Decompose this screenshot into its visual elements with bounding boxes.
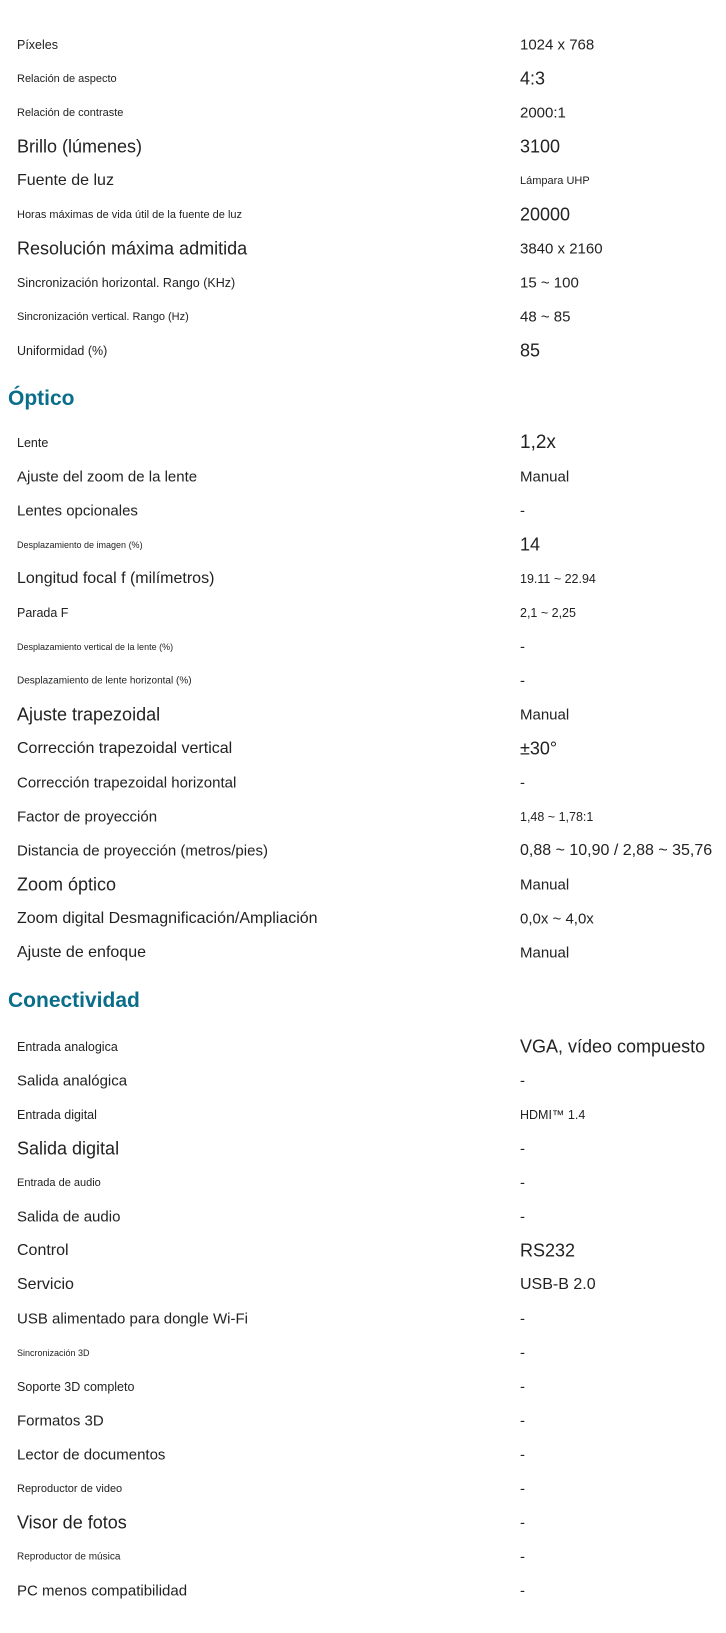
spec-row-horizontal-lens-shift (0, 664, 726, 698)
spec-label: Zoom digital Desmagnificación/Ampliación (17, 910, 318, 927)
spec-value: - (520, 774, 525, 792)
spec-row-analog-output (0, 1064, 726, 1098)
spec-value: 0,88 ~ 10,90 / 2,88 ~ 35,76 (520, 842, 713, 859)
spec-label: Salida analógica (17, 1072, 128, 1090)
spec-label: Parada F (17, 606, 69, 620)
spec-row-full-3d-support (0, 1370, 726, 1404)
spec-label: Servicio (17, 1276, 74, 1293)
spec-row-document-reader (0, 1438, 726, 1472)
spec-row-optional-lenses (0, 494, 726, 528)
spec-row-control (0, 1234, 726, 1268)
spec-label: Píxeles (17, 38, 58, 52)
spec-value: - (520, 1174, 525, 1192)
spec-row-usb-powered-wifi (0, 1302, 726, 1336)
spec-row-f-stop (0, 596, 726, 630)
spec-label: Entrada digital (17, 1108, 97, 1122)
spec-label: Fuente de luz (17, 172, 114, 189)
spec-row-digital-input (0, 1098, 726, 1132)
section-heading-optico: Óptico (8, 387, 75, 410)
spec-row-horizontal-keystone (0, 766, 726, 800)
spec-label: Desplazamiento vertical de la lente (%) (17, 642, 174, 652)
spec-row-h-sync (0, 266, 726, 300)
spec-value: USB-B 2.0 (520, 1276, 596, 1293)
spec-value: - (520, 1548, 525, 1566)
spec-value: ±30° (520, 738, 558, 759)
spec-row-audio-output (0, 1200, 726, 1234)
spec-value: - (520, 638, 525, 656)
spec-label: Brillo (lúmenes) (17, 136, 143, 157)
spec-label: Salida digital (17, 1138, 120, 1159)
spec-row-throw-ratio (0, 800, 726, 834)
spec-value: VGA, vídeo compuesto (520, 1036, 706, 1057)
spec-label: USB alimentado para dongle Wi-Fi (17, 1310, 248, 1328)
spec-label: Ajuste trapezoidal (17, 704, 161, 725)
spec-row-3d-formats (0, 1404, 726, 1438)
spec-label: Lente (17, 436, 49, 450)
spec-row-video-player (0, 1472, 726, 1506)
section-heading-conectividad: Conectividad (8, 989, 140, 1012)
spec-value: - (520, 1514, 525, 1532)
spec-label: Ajuste del zoom de la lente (17, 468, 198, 486)
spec-row-image-shift (0, 528, 726, 562)
spec-label: Lector de documentos (17, 1446, 166, 1464)
spec-value: 15 ~ 100 (520, 274, 579, 292)
spec-label: Control (17, 1242, 69, 1259)
spec-value: HDMI™ 1.4 (520, 1108, 586, 1122)
spec-row-optical-zoom (0, 868, 726, 902)
spec-row-3d-sync (0, 1336, 726, 1370)
spec-value: Manual (520, 944, 570, 962)
spec-label: Ajuste de enfoque (17, 944, 146, 961)
spec-value: 4:3 (520, 68, 546, 89)
spec-value: - (520, 1072, 525, 1090)
spec-value: 20000 (520, 204, 571, 225)
spec-value: - (520, 1446, 525, 1464)
spec-label: Relación de aspecto (17, 73, 117, 85)
spec-label: Corrección trapezoidal vertical (17, 740, 233, 757)
spec-value: - (520, 672, 525, 690)
spec-label: Formatos 3D (17, 1412, 104, 1430)
spec-label: Corrección trapezoidal horizontal (17, 774, 237, 792)
spec-value: - (520, 1582, 525, 1600)
spec-row-light-source (0, 164, 726, 198)
spec-label: Sincronización 3D (17, 1348, 90, 1358)
spec-value: 2000:1 (520, 104, 566, 122)
spec-label: Zoom óptico (17, 874, 117, 895)
spec-value: - (520, 1378, 525, 1396)
spec-value: 1,2x (520, 432, 556, 453)
spec-value: Lámpara UHP (520, 175, 590, 187)
spec-label: Desplazamiento de imagen (%) (17, 540, 143, 550)
spec-value: - (520, 1480, 525, 1498)
spec-label: Entrada de audio (17, 1177, 101, 1189)
spec-label: Uniformidad (%) (17, 344, 108, 358)
spec-label: Lentes opcionales (17, 502, 138, 520)
spec-row-keystone-adjust (0, 698, 726, 732)
spec-row-vertical-lens-shift (0, 630, 726, 664)
spec-value: 0,0x ~ 4,0x (520, 910, 594, 928)
spec-row-lens (0, 426, 726, 460)
spec-value: - (520, 1344, 525, 1362)
spec-value: Manual (520, 468, 570, 486)
spec-label: Reproductor de música (17, 1551, 121, 1563)
spec-label: Desplazamiento de lente horizontal (%) (17, 675, 192, 687)
spec-label: Factor de proyección (17, 808, 158, 826)
spec-row-contrast-ratio (0, 96, 726, 130)
spec-value: - (520, 1412, 525, 1430)
spec-row-max-resolution (0, 232, 726, 266)
spec-value: RS232 (520, 1240, 576, 1261)
spec-label: Longitud focal f (milímetros) (17, 570, 215, 587)
spec-label: Horas máximas de vida útil de la fuente de luz (17, 209, 243, 221)
spec-label: Relación de contraste (17, 107, 124, 119)
spec-row-brightness (0, 130, 726, 164)
spec-value: Manual (520, 706, 570, 724)
spec-value: 48 ~ 85 (520, 308, 571, 326)
spec-label: Sincronización horizontal. Rango (KHz) (17, 276, 236, 290)
spec-value: - (520, 1310, 525, 1328)
spec-row-digital-output (0, 1132, 726, 1166)
spec-row-photo-viewer (0, 1506, 726, 1540)
spec-value: - (520, 1208, 525, 1226)
spec-label: Sincronización vertical. Rango (Hz) (17, 311, 189, 323)
spec-value: - (520, 502, 525, 520)
spec-value: 3840 x 2160 (520, 240, 603, 258)
spec-value: 14 (520, 534, 541, 555)
spec-row-service (0, 1268, 726, 1302)
spec-row-aspect-ratio (0, 62, 726, 96)
spec-value: 19.11 ~ 22.94 (520, 572, 596, 586)
spec-row-vertical-keystone (0, 732, 726, 766)
spec-row-throw-distance (0, 834, 726, 868)
spec-value: 2,1 ~ 2,25 (520, 606, 576, 620)
spec-label: Salida de audio (17, 1208, 121, 1226)
spec-label: PC menos compatibilidad (17, 1582, 188, 1600)
spec-row-focal-length (0, 562, 726, 596)
spec-row-pixeles (0, 28, 726, 62)
spec-row-focus-adjust (0, 936, 726, 970)
spec-value: - (520, 1140, 525, 1158)
spec-row-digital-zoom (0, 902, 726, 936)
spec-value: 1024 x 768 (520, 36, 595, 54)
spec-value: Manual (520, 876, 570, 894)
spec-label: Distancia de proyección (metros/pies) (17, 842, 268, 860)
spec-row-v-sync (0, 300, 726, 334)
spec-label: Resolución máxima admitida (17, 238, 248, 259)
spec-row-audio-input (0, 1166, 726, 1200)
spec-row-uniformity (0, 334, 726, 368)
spec-label: Visor de fotos (17, 1512, 127, 1533)
spec-row-analog-input (0, 1030, 726, 1064)
spec-value: 85 (520, 340, 541, 361)
spec-value: 3100 (520, 136, 561, 157)
spec-value: 1,48 ~ 1,78:1 (520, 810, 594, 824)
spec-label: Reproductor de video (17, 1483, 123, 1495)
spec-row-lamp-life (0, 198, 726, 232)
spec-label: Entrada analogica (17, 1040, 118, 1054)
spec-row-pc-less-compatibility (0, 1574, 726, 1608)
spec-label: Soporte 3D completo (17, 1380, 135, 1394)
spec-row-music-player (0, 1540, 726, 1574)
spec-row-zoom-adjust (0, 460, 726, 494)
